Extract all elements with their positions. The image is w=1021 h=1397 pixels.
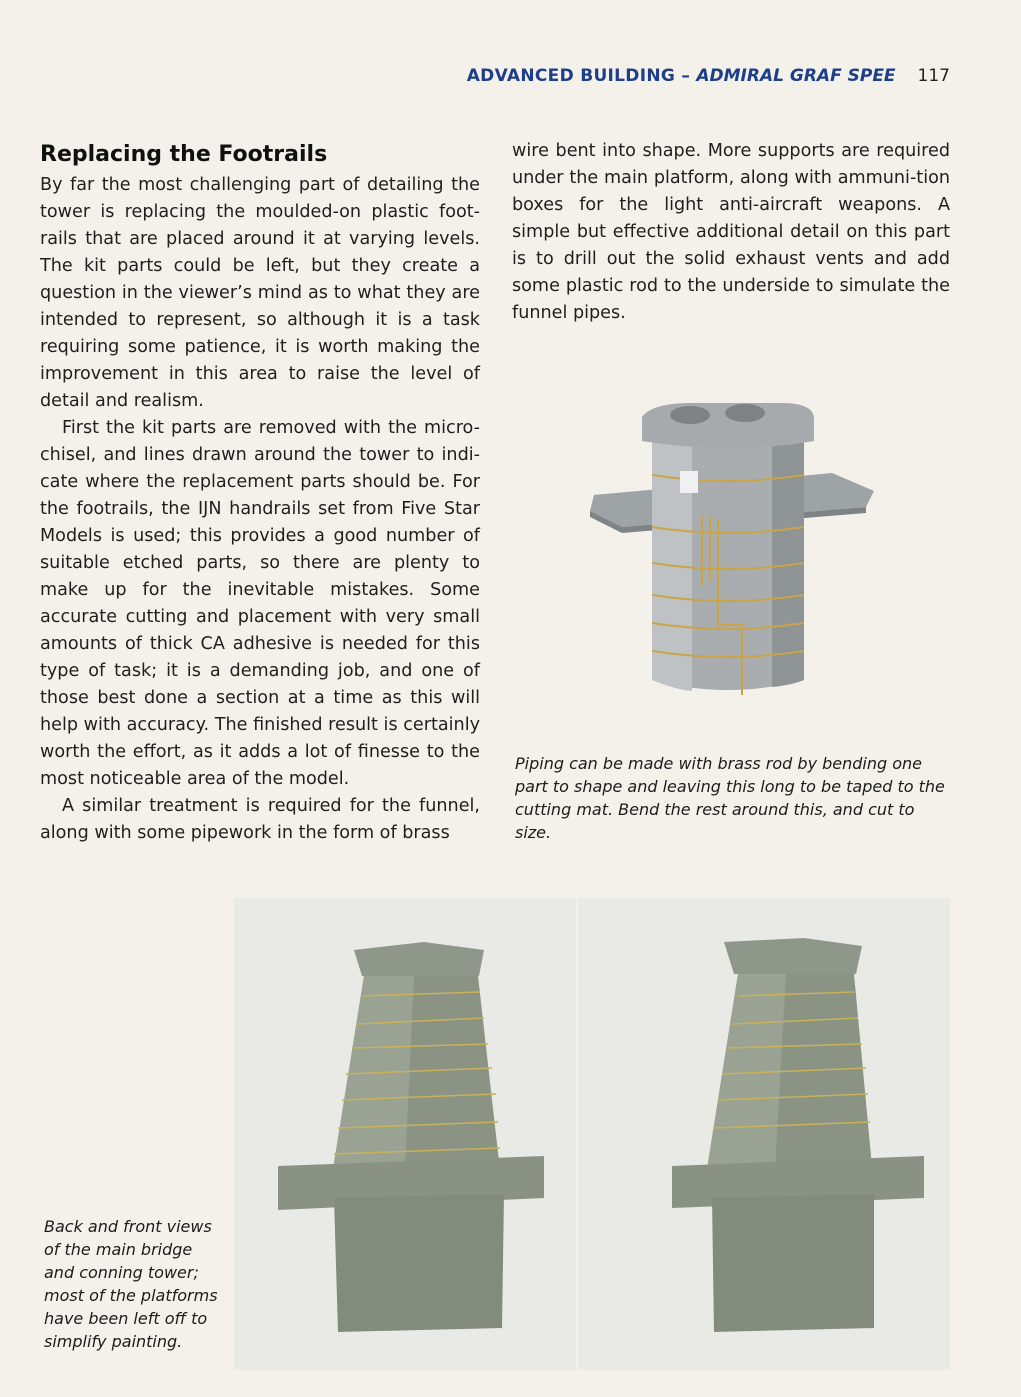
paragraph-1: By far the most challenging part of detailing the tower is replacing the moulded-on plastic foot-rails that are placed around it at varying levels. The kit parts could be left, but they create a question in the viewer’s mind as to what they are intended to represent, so although it is a task requiring some patience, it is worth making the improvement in this area to raise the level of detail and realism. (40, 175, 480, 411)
right-column (512, 138, 950, 327)
paragraph-3: A similar treatment is required for the funnel, along with some pipework in the form of brass (40, 796, 480, 843)
page-number: 117 (917, 66, 950, 86)
running-head (380, 66, 950, 96)
funnel-photo (582, 395, 878, 715)
bridge-caption: Back and front views of the main bridge and conning tower; most of the platforms have been left off to simplify painting. (44, 1217, 218, 1351)
paragraph-2: First the kit parts are removed with the micro-chisel, and lines drawn around the tower to indi-cate where the replacement parts should be. For the footrails, the IJN handrails set from Five Star Models is used; this provides a good number of suitable etched parts, so there are plenty to make up for the inevitable mistakes. Some accurate cutting and placement with very small amounts of thick CA adhesive is needed for this type of task; it is a demanding job, and one of those best done a section at a time as this will help with accuracy. The finished result is certainly worth the effort, as it adds a lot of finesse to the most noticeable area of the model. (40, 418, 480, 789)
section-heading: Replacing the Footrails (40, 142, 328, 167)
bridge-photo (234, 898, 950, 1370)
section-title: ADVANCED BUILDING – (466, 66, 697, 86)
ship-name: ADMIRAL GRAF SPEE (696, 66, 896, 86)
funnel-caption: Piping can be made with brass rod by bending one part to shape and leaving this long to be taped to the cutting mat. Bend the rest around this, and cut to size. (515, 754, 945, 842)
paragraph-4: wire bent into shape. More supports are required under the main platform, along with ammuni-tion boxes for the light anti-aircraft weapons. A simple but effective additional detail on this part is to drill out the solid exhaust vents and add some plastic rod to the underside to simulate the funnel pipes. (512, 141, 950, 323)
photo-divider (576, 898, 578, 1370)
left-column (40, 140, 480, 847)
